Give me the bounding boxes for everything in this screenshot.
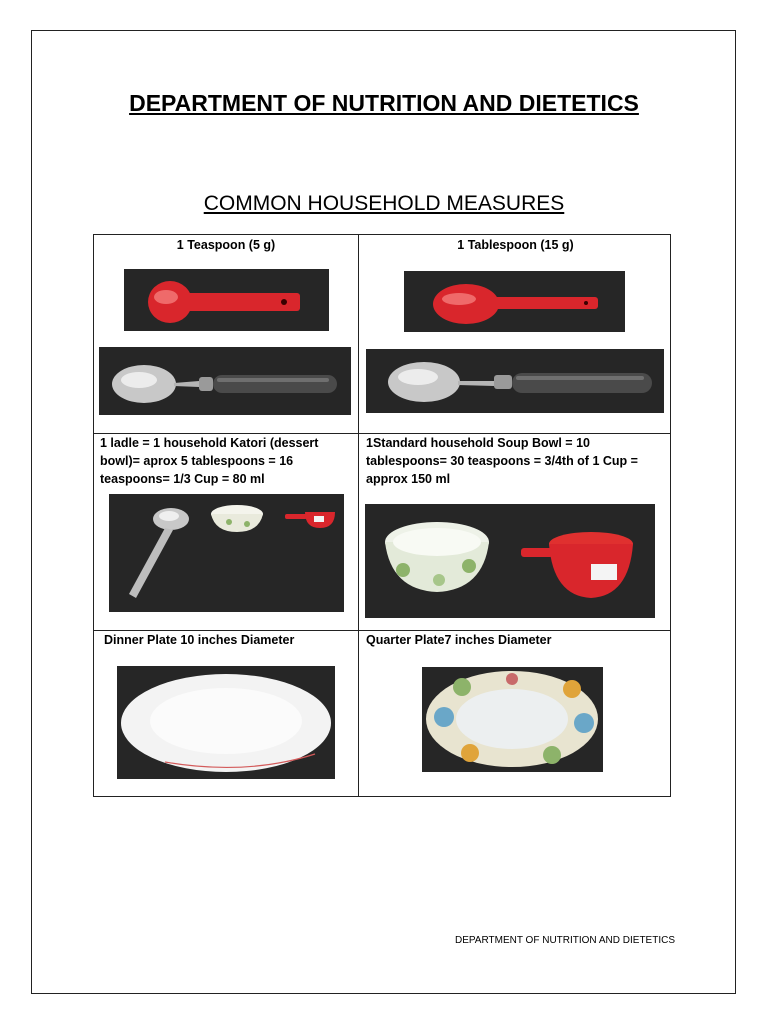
soup-bowl-and-cup-image	[365, 504, 655, 618]
ladle-katori-cup-image	[109, 494, 344, 612]
cell-caption-soup-bowl: 1Standard household Soup Bowl = 10 tablespoons= 30 teaspoons = 3/4th of 1 Cup = approx 150 ml	[366, 436, 638, 486]
cell-caption-dinner-plate: Dinner Plate 10 inches Diameter	[104, 633, 295, 647]
table-divider-vertical	[358, 235, 359, 796]
red-measuring-teaspoon-image	[124, 269, 329, 331]
red-measuring-tablespoon-image	[404, 271, 625, 332]
cell-caption-tablespoon: 1 Tablespoon (15 g)	[457, 238, 574, 252]
steel-teaspoon-image	[99, 347, 351, 415]
quarter-plate-drawing	[422, 667, 603, 772]
steel-tablespoon-drawing	[366, 349, 664, 413]
red-tablespoon-drawing	[404, 271, 625, 332]
page-footer: DEPARTMENT OF NUTRITION AND DIETETICS	[454, 935, 675, 946]
cell-caption-quarter-plate: Quarter Plate7 inches Diameter	[366, 633, 552, 647]
dinner-plate-drawing	[117, 666, 335, 779]
dinner-plate-image	[117, 666, 335, 779]
steel-teaspoon-drawing	[99, 347, 351, 415]
section-subtitle: COMMON HOUSEHOLD MEASURES	[203, 192, 565, 215]
page-title: DEPARTMENT OF NUTRITION AND DIETETICS	[129, 90, 639, 116]
quarter-plate-image	[422, 667, 603, 772]
steel-tablespoon-image	[366, 349, 664, 413]
red-teaspoon-drawing	[124, 269, 329, 331]
cell-caption-ladle: 1 ladle = 1 household Katori (dessert bowl)= aprox 5 tablespoons = 16 teaspoons= 1/3 Cup = 80 ml	[100, 436, 319, 486]
measures-table	[93, 234, 671, 797]
soup-bowl-cup-drawing	[365, 504, 655, 618]
cell-caption-teaspoon: 1 Teaspoon (5 g)	[176, 238, 276, 252]
ladle-katori-cup-drawing	[109, 494, 344, 612]
